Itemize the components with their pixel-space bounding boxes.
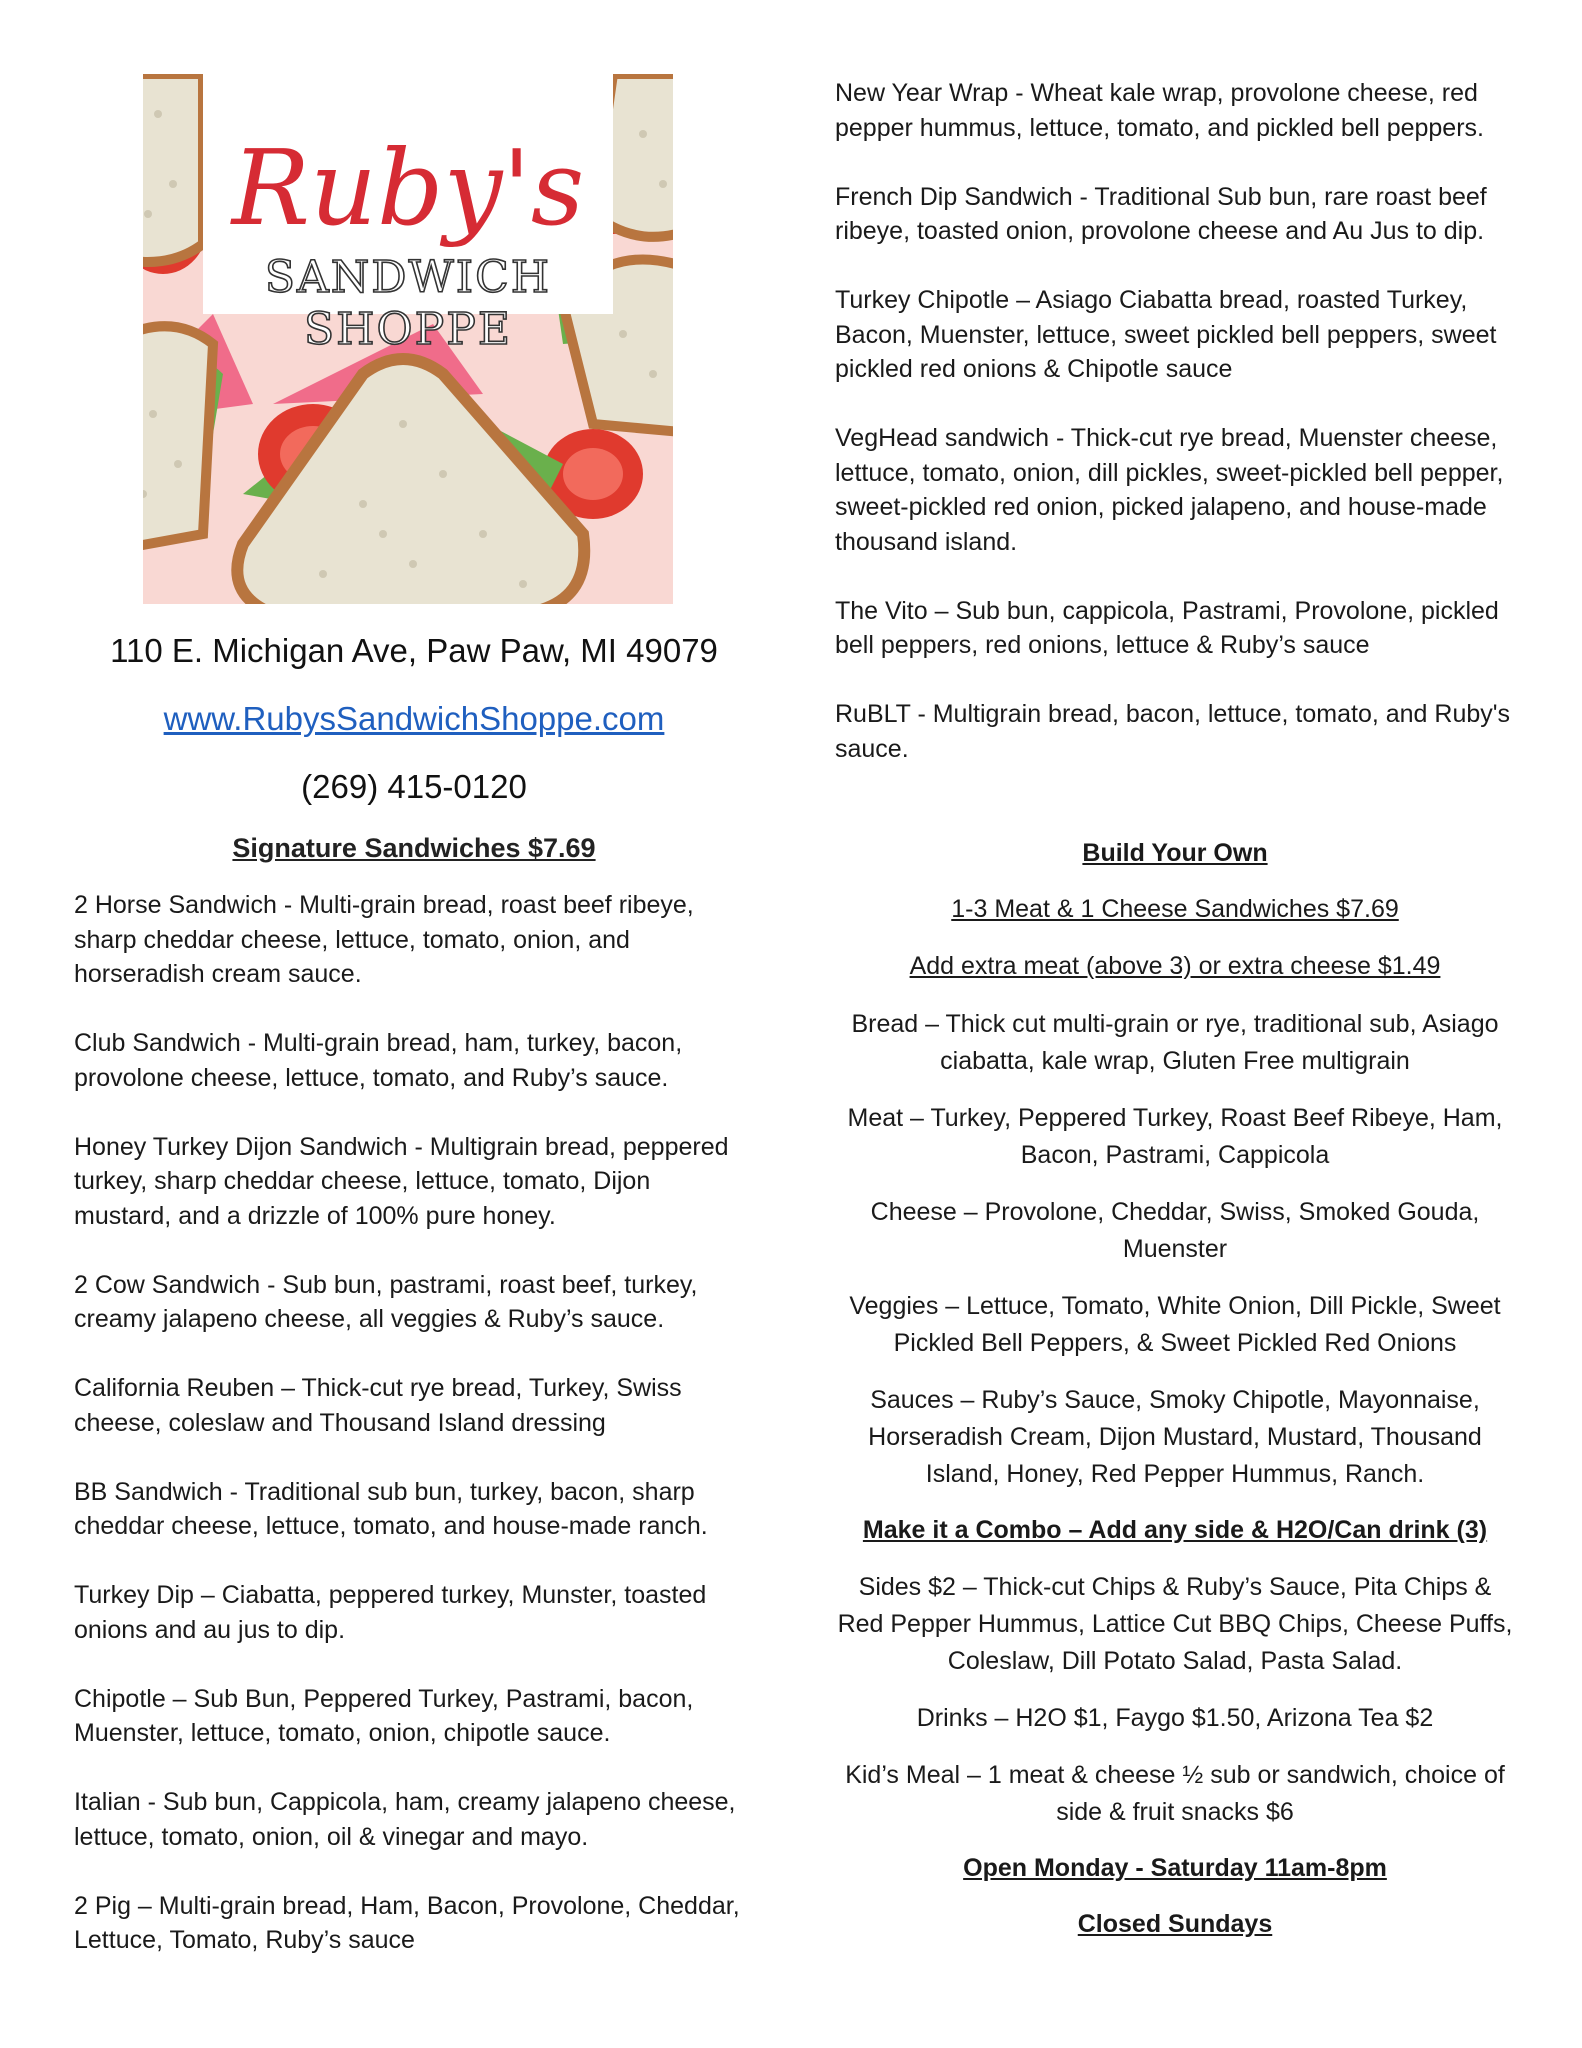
signature-title: Signature Sandwiches $7.69 [232,833,596,863]
sandwich-left-top-icon [143,74,208,274]
menu-item: New Year Wrap - Wheat kale wrap, provolone cheese, red pepper hummus, lettuce, tomato, and pickled bell peppers. [835,79,1484,142]
byo-extra: Add extra meat (above 3) or extra cheese $1.49 [909,952,1441,980]
logo-graphic [143,74,673,604]
signature-list-left [74,888,754,1992]
byo-bread: Bread – Thick cut multi-grain or rye, traditional sub, Asiago ciabatta, kale wrap, Gluten Free multigrain [851,1010,1499,1075]
menu-item: BB Sandwich - Traditional sub bun, turkey, bacon, sharp cheddar cheese, lettuce, tomato, and house-made ranch. [74,1477,708,1540]
menu-item: The Vito – Sub bun, cappicola, Pastrami, Provolone, pickled bell peppers, red onions, lettuce & Ruby’s sauce [835,596,1499,659]
website-link[interactable]: www.RubysSandwichShoppe.com [163,700,665,737]
menu-item: 2 Cow Sandwich - Sub bun, pastrami, roast beef, turkey, creamy jalapeno cheese, all veggies & Ruby’s sauce. [74,1270,698,1333]
byo-veggies: Veggies – Lettuce, Tomato, White Onion, Dill Pickle, Sweet Pickled Bell Peppers, & Sweet Pickled Red Onions [849,1292,1501,1357]
menu-item: Club Sandwich - Multi-grain bread, ham, turkey, bacon, provolone cheese, lettuce, tomato, and Ruby’s sauce. [74,1029,683,1092]
combo-heading: Make it a Combo – Add any side & H2O/Can drink (3) [862,1516,1488,1544]
address: 110 E. Michigan Ave, Paw Paw, MI 49079 [110,632,718,669]
byo-price: 1-3 Meat & 1 Cheese Sandwiches $7.69 [951,895,1399,923]
menu-item: 2 Horse Sandwich - Multi-grain bread, roast beef ribeye, sharp cheddar cheese, lettuce, tomato, onion, and horseradish cream sauce. [74,891,694,988]
phone-number: (269) 415-0120 [301,768,527,805]
menu-item: Italian - Sub bun, Cappicola, ham, creamy jalapeno cheese, lettuce, tomato, onion, oil & vinegar and mayo. [74,1788,736,1851]
menu-item: Turkey Dip – Ciabatta, peppered turkey, Munster, toasted onions and au jus to dip. [74,1581,707,1644]
sides: Sides $2 – Thick-cut Chips & Ruby’s Sauce, Pita Chips & Red Pepper Hummus, Lattice Cut BBQ Chips, Cheese Puffs, Coleslaw, Dill Potato Salad, Pasta Salad. [837,1573,1513,1675]
byo-meat: Meat – Turkey, Peppered Turkey, Roast Beef Ribeye, Ham, Bacon, Pastrami, Cappicola [847,1104,1503,1169]
logo-script-text: Ruby's [231,127,585,249]
build-your-own-section [835,836,1515,1963]
byo-sauces: Sauces – Ruby’s Sauce, Smoky Chipotle, Mayonnaise, Horseradish Cream, Dijon Mustard, Mustard, Thousand Island, Honey, Red Pepper Hummus, Ranch. [868,1386,1482,1488]
byo-title: Build Your Own [1082,839,1268,867]
logo-sub-text-2: SHOPPE [304,304,512,355]
kids-meal: Kid’s Meal – 1 meat & cheese ½ sub or sandwich, choice of side & fruit snacks $6 [845,1761,1505,1826]
drinks: Drinks – H2O $1, Faygo $1.50, Arizona Tea $2 [916,1704,1434,1732]
logo-sub-text-1: SANDWICH [264,252,552,303]
byo-cheese: Cheese – Provolone, Cheddar, Swiss, Smoked Gouda, Muenster [870,1198,1480,1263]
closed-note: Closed Sundays [1077,1910,1273,1938]
hours: Open Monday - Saturday 11am-8pm [963,1854,1387,1882]
menu-item: Chipotle – Sub Bun, Peppered Turkey, Pastrami, bacon, Muenster, lettuce, tomato, onion, chipotle sauce. [74,1684,694,1747]
ruby-logo [143,74,673,604]
menu-item: 2 Pig – Multi-grain bread, Ham, Bacon, Provolone, Cheddar, Lettuce, Tomato, Ruby’s sauce [74,1891,740,1954]
signature-list-right [835,76,1515,766]
menu-item: Honey Turkey Dijon Sandwich - Multigrain bread, peppered turkey, sharp cheddar cheese, lettuce, tomato, Dijon mustard, and a drizzle of 100% pure honey. [74,1132,729,1230]
menu-item: Turkey Chipotle – Asiago Ciabatta bread, roasted Turkey, Bacon, Muenster, lettuce, sweet pickled bell peppers, sweet pickled red onions & Chipotle sauce [835,286,1497,383]
menu-item: French Dip Sandwich - Traditional Sub bun, rare roast beef ribeye, toasted onion, provolone cheese and Au Jus to dip. [835,182,1487,245]
menu-item: VegHead sandwich - Thick-cut rye bread, Muenster cheese, lettuce, tomato, onion, dill pickles, sweet-pickled bell pepper, sweet-pickled red onion, picked jalapeno, and house-made thousand island. [835,424,1504,556]
menu-item: California Reuben – Thick-cut rye bread, Turkey, Swiss cheese, coleslaw and Thousand Island dressing [74,1374,682,1437]
menu-item: RuBLT - Multigrain bread, bacon, lettuce, tomato, and Ruby's sauce. [835,700,1511,763]
